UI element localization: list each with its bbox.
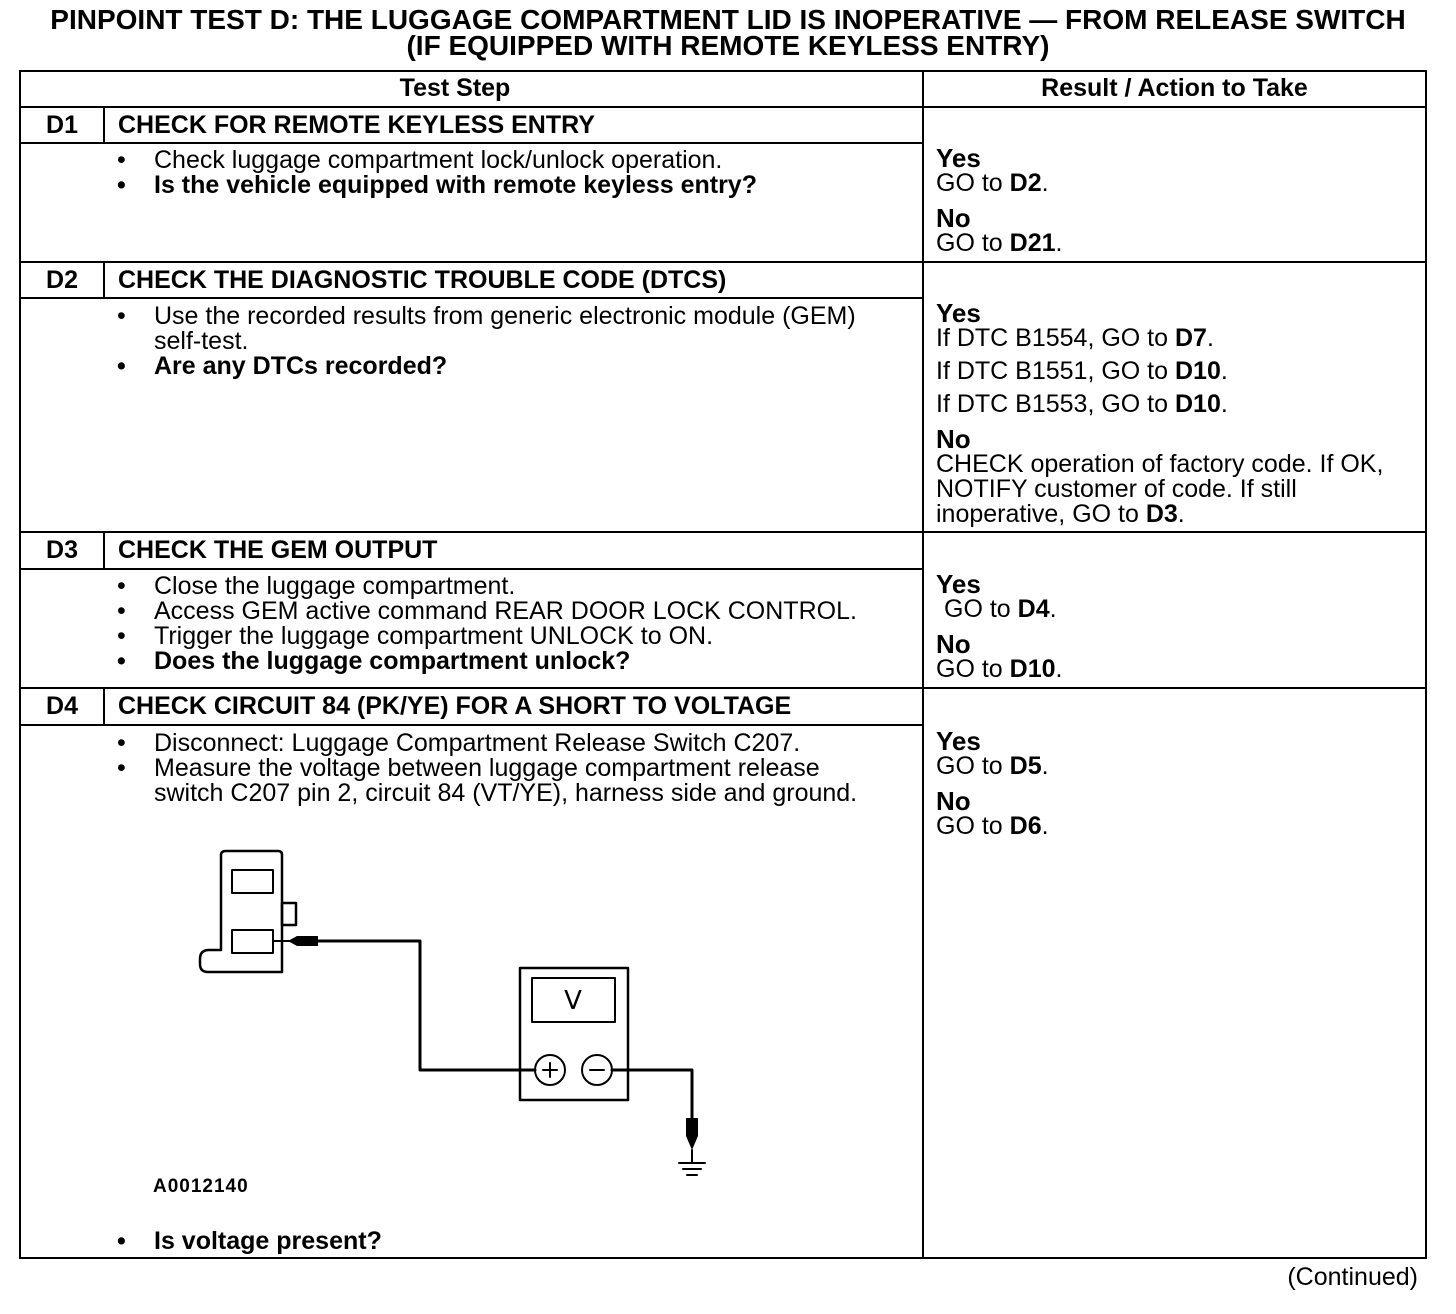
result-yes-action (936, 359, 1420, 384)
result-no-action (936, 502, 1420, 527)
bullet-question (20, 649, 922, 674)
result-yes-label: Yes (936, 143, 981, 173)
positive-test-lead (318, 941, 535, 1070)
step-reference: D3 (1145, 500, 1178, 528)
bullet-text: • Use the recorded results from generic electronic module (GEM) (154, 302, 856, 330)
table-rule (19, 568, 923, 570)
bullet-text: • Access GEM active command REAR DOOR LOCK CONTROL. (154, 597, 857, 625)
plus-icon (543, 1063, 557, 1077)
action-text: GO to (936, 655, 1010, 683)
action-end: . (1206, 324, 1214, 352)
step-reference: D10 (1174, 357, 1221, 385)
table-rule (19, 687, 1427, 689)
result-no-action (936, 477, 1420, 502)
continued-note: (Continued) (1287, 1263, 1418, 1291)
question-text: • Are any DTCs recorded? (154, 352, 448, 380)
connector-latch-tab (282, 903, 296, 925)
voltmeter-label: V (564, 986, 582, 1016)
bullet-text: • Check luggage compartment lock/unlock operation. (154, 146, 723, 174)
action-text: GO to (936, 229, 1010, 257)
table-rule (19, 142, 923, 144)
table-rule (19, 261, 1427, 263)
step-number: D3 (46, 536, 78, 564)
step-number: D1 (46, 111, 78, 139)
bullet-text: • Disconnect: Luggage Compartment Release Switch C207. (154, 729, 801, 757)
bullet-question (20, 1229, 922, 1254)
result-yes-action (936, 754, 1420, 779)
figure-id: A0012140 (153, 1176, 249, 1197)
table-rule (19, 531, 1427, 533)
step-instructions (20, 148, 922, 198)
result-no-action (936, 814, 1420, 839)
action-text: If DTC B1553, GO to (936, 390, 1175, 418)
step-number: D2 (46, 266, 78, 294)
bullet-text: self-test. (154, 327, 249, 355)
action-end: . (1049, 595, 1057, 623)
result-yes-action (936, 171, 1420, 196)
step-title: CHECK THE GEM OUTPUT (118, 536, 438, 564)
step-title: CHECK CIRCUIT 84 (PK/YE) FOR A SHORT TO VOLTAGE (118, 692, 792, 720)
step-title: CHECK FOR REMOTE KEYLESS ENTRY (118, 111, 595, 139)
action-text: GO to (944, 595, 1018, 623)
bullet-text: • Trigger the luggage compartment UNLOCK to ON. (154, 622, 714, 650)
action-text: inoperative, GO to (936, 500, 1146, 528)
step-instructions (20, 304, 922, 379)
bullet-text: switch C207 pin 2, circuit 84 (VT/YE), harness side and ground. (154, 779, 858, 807)
column-header-result: Result / Action to Take (1041, 74, 1308, 102)
action-text: If DTC B1554, GO to (936, 324, 1175, 352)
result-no-label: No (936, 629, 971, 659)
step-reference: D6 (1009, 812, 1042, 840)
step-reference: D10 (1009, 655, 1056, 683)
result-no-label: No (936, 786, 971, 816)
result-yes-label: Yes (936, 569, 981, 599)
header-rule (19, 106, 1427, 108)
ground-probe-icon (686, 1118, 698, 1150)
step-result (936, 571, 1420, 682)
step-reference: D2 (1009, 169, 1042, 197)
step-reference: D4 (1017, 595, 1050, 623)
action-text: CHECK operation of factory code. If OK, (936, 450, 1384, 478)
action-end: . (1041, 752, 1049, 780)
bullet-item (20, 599, 922, 624)
result-no-label: No (936, 203, 971, 233)
bullet-text: • Measure the voltage between luggage compartment release (154, 754, 820, 782)
negative-test-lead (612, 1070, 692, 1120)
result-yes-label: Yes (936, 298, 981, 328)
column-divider (922, 70, 924, 1259)
action-text: GO to (936, 752, 1010, 780)
step-reference: D5 (1009, 752, 1042, 780)
action-end: . (1041, 169, 1049, 197)
test-probe-tip (288, 936, 318, 946)
step-reference: D10 (1174, 390, 1221, 418)
bullet-question (20, 354, 922, 379)
result-yes-label: Yes (936, 726, 981, 756)
result-no-action (936, 657, 1420, 682)
action-text: NOTIFY customer of code. If still (936, 475, 1297, 503)
action-text: If DTC B1551, GO to (936, 357, 1175, 385)
page-title (0, 4, 1456, 61)
bullet-item (20, 574, 922, 599)
step-number: D4 (46, 692, 78, 720)
action-end: . (1055, 655, 1063, 683)
result-no-label: No (936, 424, 971, 454)
step-title: CHECK THE DIAGNOSTIC TROUBLE CODE (DTCS) (118, 266, 727, 294)
connector-cavity (232, 870, 273, 893)
result-yes-action (936, 392, 1420, 417)
action-end: . (1220, 357, 1228, 385)
step-reference: D7 (1174, 324, 1207, 352)
voltmeter-test-diagram (190, 840, 720, 1185)
result-no-action (936, 452, 1420, 477)
table-rule (19, 297, 923, 299)
bullet-item (20, 304, 922, 354)
bullet-item (20, 624, 922, 649)
action-end: . (1041, 812, 1049, 840)
question-text: • Does the luggage compartment unlock? (154, 647, 631, 675)
page-title-line-2: (IF EQUIPPED WITH REMOTE KEYLESS ENTRY) (406, 30, 1050, 61)
bullet-item (20, 731, 922, 756)
bullet-text: • Close the luggage compartment. (154, 572, 516, 600)
step-reference: D21 (1009, 229, 1056, 257)
ground-icon (679, 1163, 705, 1175)
result-yes-action (936, 326, 1420, 351)
result-no-action (936, 231, 1420, 256)
question-text: • Is voltage present? (154, 1227, 382, 1255)
table-rule (19, 724, 923, 726)
page-title-line-1: PINPOINT TEST D: THE LUGGAGE COMPARTMENT LID IS INOPERATIVE — FROM RELEASE SWITCH (50, 4, 1406, 35)
action-end: . (1055, 229, 1063, 257)
step-instructions (20, 731, 922, 806)
column-header-test-step: Test Step (399, 74, 511, 102)
step-result (936, 728, 1420, 839)
action-text: GO to (936, 812, 1010, 840)
step-result (936, 300, 1420, 527)
bullet-item (20, 756, 922, 806)
step-instructions (20, 574, 922, 674)
action-end: . (1177, 500, 1185, 528)
result-yes-action (936, 597, 1420, 622)
action-text: GO to (936, 169, 1010, 197)
connector-cavity-pin-2 (232, 930, 273, 953)
step-result (936, 145, 1420, 256)
bullet-item (20, 148, 922, 173)
question-text: • Is the vehicle equipped with remote keyless entry? (154, 171, 757, 199)
action-end: . (1220, 390, 1228, 418)
bullet-question (20, 173, 922, 198)
